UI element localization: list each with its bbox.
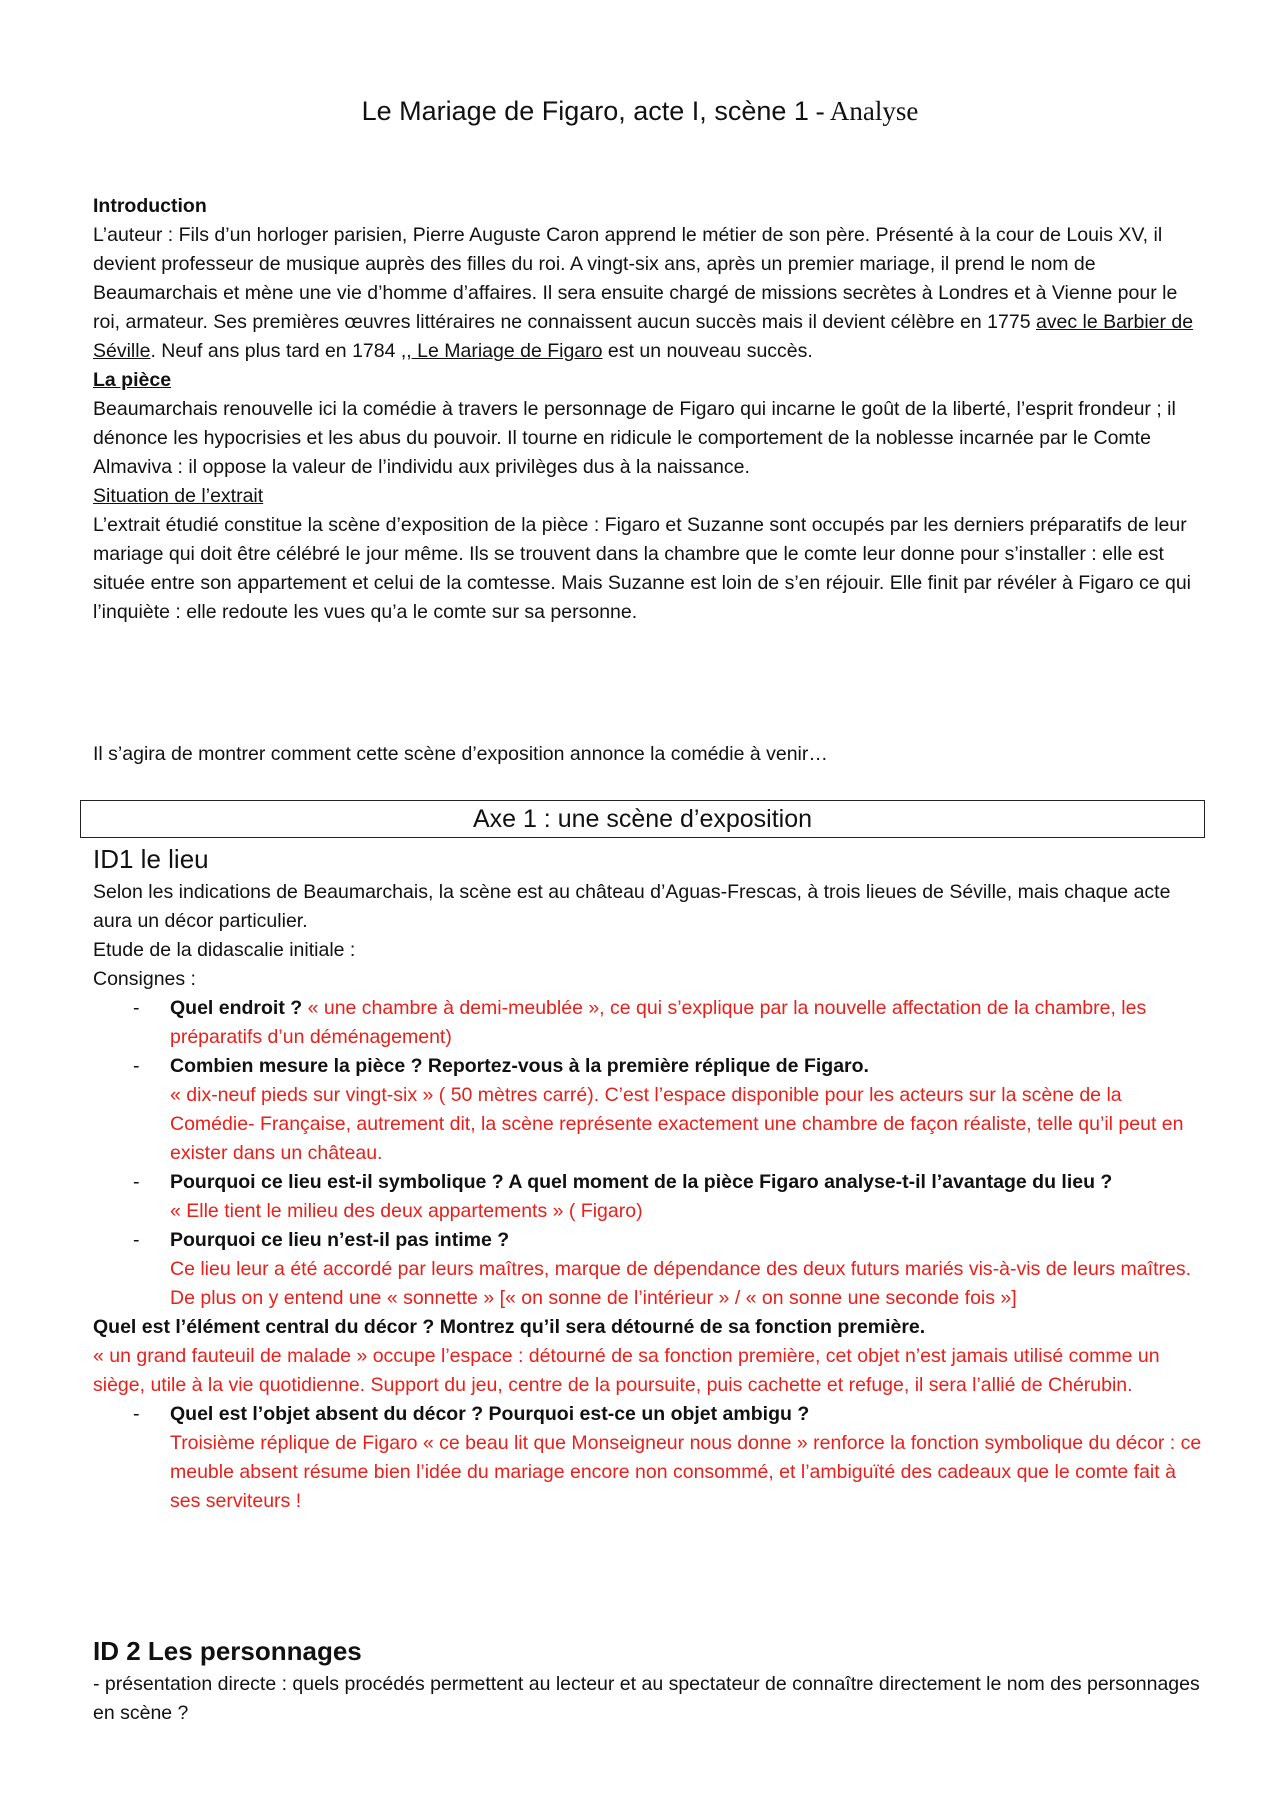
barbier-link-1: avec le Barbier de	[1035, 311, 1194, 333]
answer: « Elle tient le milieu des deux appartements » ( Figaro)	[170, 1200, 643, 1222]
central-answer: « un grand fauteuil de malade » occupe l’espace : détourné de sa fonction première, cet objet n’est jamais utilisé comme un siège, utile à la vie quotidienne. Support du jeu, centre de la poursuite, puis cachette et refuge, il sera l’allié de Chérubin.	[93, 1345, 1160, 1396]
page-title	[0, 96, 1280, 127]
situation-heading: Situation de l’extrait	[93, 485, 264, 507]
title-suffix: - Analyse	[808, 96, 919, 126]
question: Pourquoi ce lieu est-il symbolique ? A quel moment de la pièce Figaro analyse-t-il l’avantage du lieu ?	[170, 1171, 1113, 1193]
list-item	[93, 1226, 1203, 1313]
consignes-list	[93, 994, 1203, 1313]
id1-section	[93, 878, 1203, 1516]
bullet-dash: -	[133, 1229, 140, 1251]
answer: Troisième réplique de Figaro « ce beau lit que Monseigneur nous donne » renforce la fonction symbolique du décor : ce meuble absent résume bien l’idée du mariage encore non consommé, et l’ambiguïté des cadeaux que le comte fait à ses serviteurs !	[170, 1432, 1202, 1512]
central-question: Quel est l’élément central du décor ? Montrez qu’il sera détourné de sa fonction première.	[93, 1316, 926, 1338]
introduction-heading: Introduction	[93, 195, 207, 217]
id2-heading: ID 2 Les personnages	[93, 1636, 362, 1666]
author-paragraph	[93, 221, 1203, 366]
author-text: L’auteur : Fils d’un horloger parisien, Pierre Auguste Caron apprend le métier de son père. Présenté à la cour de Louis XV, il devient professeur de musique auprès des filles du roi. A vingt-six ans, après un premier mariage, il prend le nom de Beaumarchais et mène une vie d’homme d’affaires. Il sera ensuite chargé de missions secrètes à Londres et à Vienne pour le roi, armateur. Ses premières œuvres littéraires ne connaissent aucun succès mais il devient célèbre en 1775	[93, 224, 1178, 333]
id1-heading: ID1 le lieu	[93, 844, 209, 874]
question: Quel endroit ?	[170, 997, 303, 1019]
barbier-link-2: Séville	[93, 340, 151, 362]
author-text-3: est un nouveau succès.	[602, 340, 813, 362]
id1-intro: Selon les indications de Beaumarchais, la scène est au château d’Aguas-Frescas, à trois lieues de Séville, mais chaque acte aura un décor particulier.	[93, 881, 1171, 932]
bullet-dash: -	[133, 1055, 140, 1077]
list-item	[93, 1168, 1203, 1226]
author-text-2: . Neuf ans plus tard en 1784 ,	[150, 340, 407, 362]
introduction-section	[93, 192, 1203, 627]
etude-line: Etude de la didascalie initiale :	[93, 939, 356, 961]
list-item	[93, 1400, 1203, 1516]
axe1-title-box	[80, 800, 1205, 838]
mariage-link: , Le Mariage de Figaro	[406, 340, 603, 362]
axe1-title: Axe 1 : une scène d’exposition	[472, 805, 813, 833]
bullet-dash: -	[133, 997, 140, 1019]
title-main: Le Mariage de Figaro, acte I, scène 1	[361, 96, 809, 126]
situation-paragraph: L’extrait étudié constitue la scène d’exposition de la pièce : Figaro et Suzanne sont occupés par les derniers préparatifs de leur mariage qui doit être célébré le jour même. Ils se trouvent dans la chambre que le comte leur donne pour s’installer : elle est située entre son appartement et celui de la comtesse. Mais Suzanne est loin de s’en réjouir. Elle finit par révéler à Figaro ce qui l’inquiète : elle redoute les vues qu’a le comte sur sa personne.	[93, 514, 1192, 623]
bullet-dash: -	[133, 1403, 140, 1425]
question: Combien mesure la pièce ? Reportez-vous à la première réplique de Figaro.	[170, 1055, 869, 1077]
question: Pourquoi ce lieu n’est-il pas intime ?	[170, 1229, 510, 1251]
question: Quel est l’objet absent du décor ? Pourquoi est-ce un objet ambigu ?	[170, 1403, 810, 1425]
absent-list	[93, 1400, 1203, 1516]
bullet-dash: -	[133, 1171, 140, 1193]
consignes-line: Consignes :	[93, 968, 196, 990]
list-item	[93, 1052, 1203, 1168]
piece-heading: La pièce	[93, 369, 172, 391]
problematique: Il s’agira de montrer comment cette scène d’exposition annonce la comédie à venir…	[93, 743, 828, 765]
piece-paragraph: Beaumarchais renouvelle ici la comédie à travers le personnage de Figaro qui incarne le goût de la liberté, l’esprit frondeur ; il dénonce les hypocrisies et les abus du pouvoir. Il tourne en ridicule le comportement de la noblesse incarnée par le Comte Almaviva : il oppose la valeur de l’individu aux privilèges dus à la naissance.	[93, 398, 1176, 478]
answer: « une chambre à demi-meublée », ce qui s’explique par la nouvelle affectation de la chambre, les préparatifs d’un déménagement)	[170, 997, 1147, 1048]
id2-paragraph: - présentation directe : quels procédés permettent au lecteur et au spectateur de connaître directement le nom des personnages en scène ?	[93, 1673, 1200, 1724]
answer: Ce lieu leur a été accordé par leurs maîtres, marque de dépendance des deux futurs mariés vis-à-vis de leurs maîtres. De plus on y entend une « sonnette » [« on sonne de l’intérieur » / « on sonne une seconde fois »]	[170, 1258, 1191, 1309]
answer: « dix-neuf pieds sur vingt-six » ( 50 mètres carré). C’est l’espace disponible pour les acteurs sur la scène de la Comédie- Française, autrement dit, la scène représente exactement une chambre de façon réaliste, telle qu’il peut en exister dans un château.	[170, 1084, 1184, 1164]
list-item	[93, 994, 1203, 1052]
